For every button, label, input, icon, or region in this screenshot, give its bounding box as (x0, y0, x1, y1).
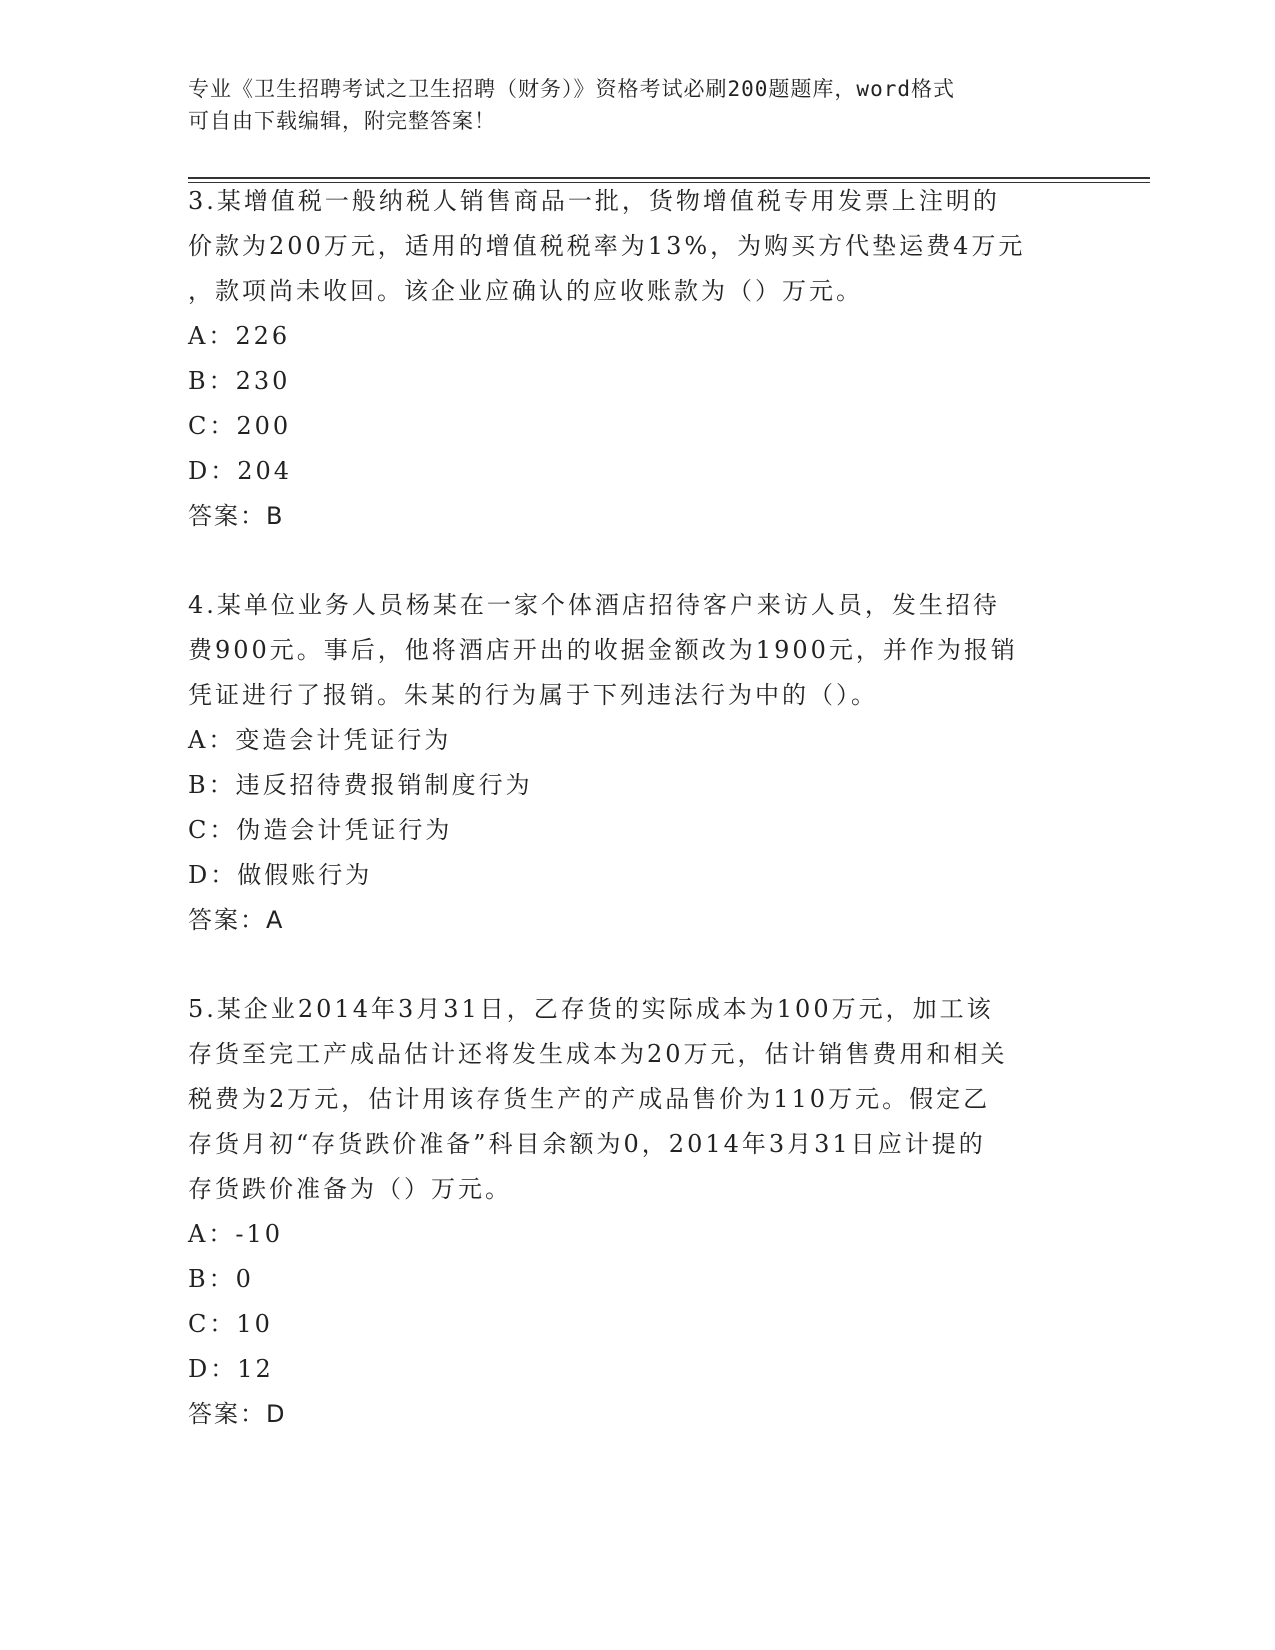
option-b: B：0 (188, 1265, 254, 1293)
answer-line: 答案：B (188, 502, 285, 530)
question-stem-line: 4.某单位业务人员杨某在一家个体酒店招待客户来访人员，发生招待 (188, 591, 1000, 619)
header-line-1: 专业《卫生招聘考试之卫生招聘（财务）》资格考试必刷200题题库，word格式 (188, 77, 955, 101)
question-stem-line: 存货月初“存货跌价准备”科目余额为0，2014年3月31日应计提的 (188, 1130, 986, 1158)
option-a: A：-10 (188, 1220, 283, 1248)
question-stem-line: 5.某企业2014年3月31日，乙存货的实际成本为100万元，加工该 (188, 995, 994, 1023)
option-b: B：230 (188, 367, 291, 395)
question-stem-line: 税费为2万元，估计用该存货生产的产成品售价为110万元。假定乙 (188, 1085, 991, 1113)
question-stem-line: ，款项尚未收回。该企业应确认的应收账款为（）万元。 (188, 277, 863, 305)
option-c: C：伪造会计凭证行为 (188, 816, 453, 844)
question-5 (188, 987, 1088, 1437)
question-stem-line: 费900元。事后，他将酒店开出的收据金额改为1900元，并作为报销 (188, 636, 1018, 664)
answer-line: 答案：A (188, 906, 285, 934)
question-stem-line: 价款为200万元，适用的增值税税率为13%，为购买方代垫运费4万元 (188, 232, 1026, 260)
document-header (188, 73, 1088, 137)
question-3 (188, 179, 1088, 539)
question-stem-line: 3.某增值税一般纳税人销售商品一批，货物增值税专用发票上注明的 (188, 187, 1000, 215)
question-4 (188, 583, 1088, 943)
question-stem-line: 存货跌价准备为（）万元。 (188, 1175, 512, 1203)
option-d: D：12 (188, 1355, 274, 1383)
option-c: C：200 (188, 412, 292, 440)
option-a: A：变造会计凭证行为 (188, 726, 452, 754)
header-line-2: 可自由下载编辑，附完整答案！ (188, 109, 496, 133)
question-stem-line: 凭证进行了报销。朱某的行为属于下列违法行为中的（）。 (188, 681, 878, 709)
option-d: D：204 (188, 457, 293, 485)
option-a: A：226 (188, 322, 291, 350)
option-d: D：做假账行为 (188, 861, 373, 889)
question-stem-line: 存货至完工产成品估计还将发生成本为20万元，估计销售费用和相关 (188, 1040, 1008, 1068)
answer-line: 答案：D (188, 1400, 287, 1428)
option-c: C：10 (188, 1310, 273, 1338)
option-b: B：违反招待费报销制度行为 (188, 771, 533, 799)
